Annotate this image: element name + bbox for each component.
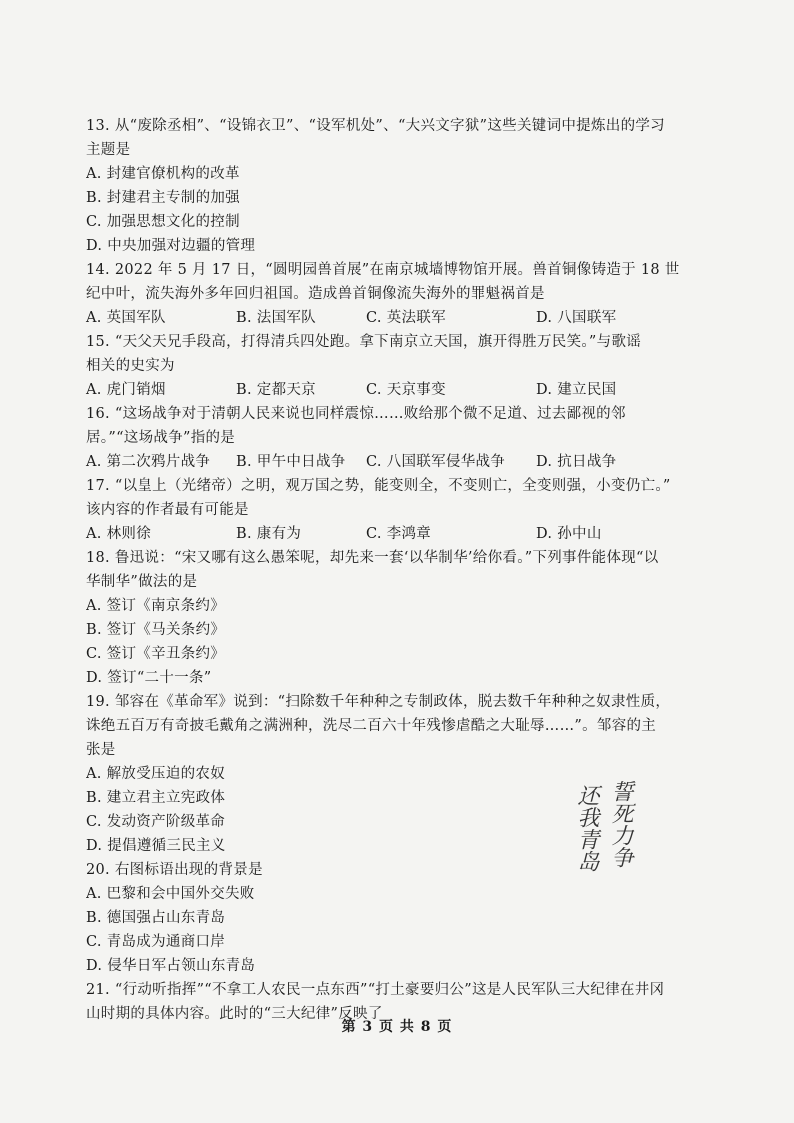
question-stem: 该内容的作者最有可能是 <box>86 502 249 518</box>
option-d: D. 签订“二十一条” <box>86 670 212 686</box>
question-15 <box>86 330 726 402</box>
option-d: D. 中央加强对边疆的管理 <box>86 238 256 254</box>
option-a: A. 英国军队 <box>86 310 166 326</box>
question-stem: 14. 2022 年 5 月 17 日，“圆明园兽首展”在南京城墙博物馆开展。兽首铜像铸造于 18 世 <box>86 262 680 278</box>
option-b: B. 定都天京 <box>236 382 316 398</box>
option-c: C. 签订《辛丑条约》 <box>86 646 226 662</box>
option-c: C. 英法联军 <box>366 310 446 326</box>
question-stem: 15. “天父天兄手段高，打得清兵四处跑。拿下南京立天国，旗开得胜万民笑。”与歌谣 <box>86 334 642 350</box>
option-c: C. 天京事变 <box>366 382 446 398</box>
option-c: C. 发动资产阶级革命 <box>86 814 226 830</box>
slogan-right-column: 誓死力争 <box>608 780 633 868</box>
question-stem: 19. 邹容在《革命军》说到：“扫除数千年种种之专制政体，脱去数千年种种之奴隶性质， <box>86 694 671 710</box>
question-stem: 主题是 <box>86 142 131 158</box>
question-stem: 纪中叶，流失海外多年回归祖国。造成兽首铜像流失海外的罪魁祸首是 <box>86 286 545 302</box>
options-row <box>86 450 726 474</box>
option-c: C. 八国联军侵华战争 <box>366 454 506 470</box>
question-stem: 居。”“这场战争”指的是 <box>86 430 236 446</box>
question-stem: 华制华”做法的是 <box>86 574 198 590</box>
options-row <box>86 522 726 546</box>
question-stem: 18. 鲁迅说：“宋又哪有这么愚笨呢，却先来一套‘以华制华’给你看。”下列事件能体现“以 <box>86 550 659 566</box>
options-row <box>86 306 726 330</box>
option-c: C. 加强思想文化的控制 <box>86 214 240 230</box>
option-a: A. 虎门销烟 <box>86 382 166 398</box>
option-d: D. 侵华日军占领山东青岛 <box>86 958 256 974</box>
option-a: A. 巴黎和会中国外交失败 <box>86 886 255 902</box>
option-c: C. 青岛成为通商口岸 <box>86 934 226 950</box>
option-d: D. 孙中山 <box>536 526 602 542</box>
question-stem: 张是 <box>86 742 116 758</box>
question-stem: 山时期的具体内容。此时的“三大纪律”反映了 <box>86 1006 383 1022</box>
option-b: B. 签订《马关条约》 <box>86 622 226 638</box>
slogan-left-column: 还我青岛 <box>574 784 599 872</box>
option-d: D. 抗日战争 <box>536 454 617 470</box>
option-d: D. 建立民国 <box>536 382 617 398</box>
question-16 <box>86 402 726 474</box>
question-stem: 17. “以皇上（光绪帝）之明，观万国之势，能变则全，不变则亡，全变则强，小变仍亡。” <box>86 478 671 494</box>
option-d: D. 八国联军 <box>536 310 617 326</box>
option-b: B. 建立君主立宪政体 <box>86 790 226 806</box>
option-a: A. 林则徐 <box>86 526 151 542</box>
question-13 <box>86 114 726 258</box>
option-c: C. 李鸿章 <box>366 526 432 542</box>
option-b: B. 甲午中日战争 <box>236 454 346 470</box>
slogan-calligraphy-image <box>566 780 642 904</box>
option-b: B. 法国军队 <box>236 310 316 326</box>
question-stem: 20. 右图标语出现的背景是 <box>86 862 263 878</box>
question-14 <box>86 258 726 330</box>
question-stem: 诛绝五百万有奇披毛戴角之满洲种，洗尽二百六十年残惨虐酷之大耻辱……”。邹容的主 <box>86 718 657 734</box>
option-b: B. 德国强占山东青岛 <box>86 910 226 926</box>
option-d: D. 提倡遵循三民主义 <box>86 838 226 854</box>
option-a: A. 解放受压迫的农奴 <box>86 766 225 782</box>
option-b: B. 封建君主专制的加强 <box>86 190 240 206</box>
question-stem: 13. 从“废除丞相”、“设锦衣卫”、“设军机处”、“大兴文字狱”这些关键词中提炼出的学习 <box>86 118 665 134</box>
option-b: B. 康有为 <box>236 526 302 542</box>
option-a: A. 封建官僚机构的改革 <box>86 166 240 182</box>
question-stem: 21. “行动听指挥”“不拿工人农民一点东西”“打土豪要归公”这是人民军队三大纪律在井冈 <box>86 982 665 998</box>
options-row <box>86 378 726 402</box>
question-stem: 16. “这场战争对于清朝人民来说也同样震惊……败给那个微不足道、过去鄙视的邻 <box>86 406 626 422</box>
question-stem: 相关的史实为 <box>86 358 175 374</box>
page-footer: 第 3 页 共 8 页 <box>341 1019 453 1035</box>
question-17 <box>86 474 726 546</box>
option-a: A. 第二次鸦片战争 <box>86 454 211 470</box>
option-a: A. 签订《南京条约》 <box>86 598 225 614</box>
question-18 <box>86 546 726 690</box>
